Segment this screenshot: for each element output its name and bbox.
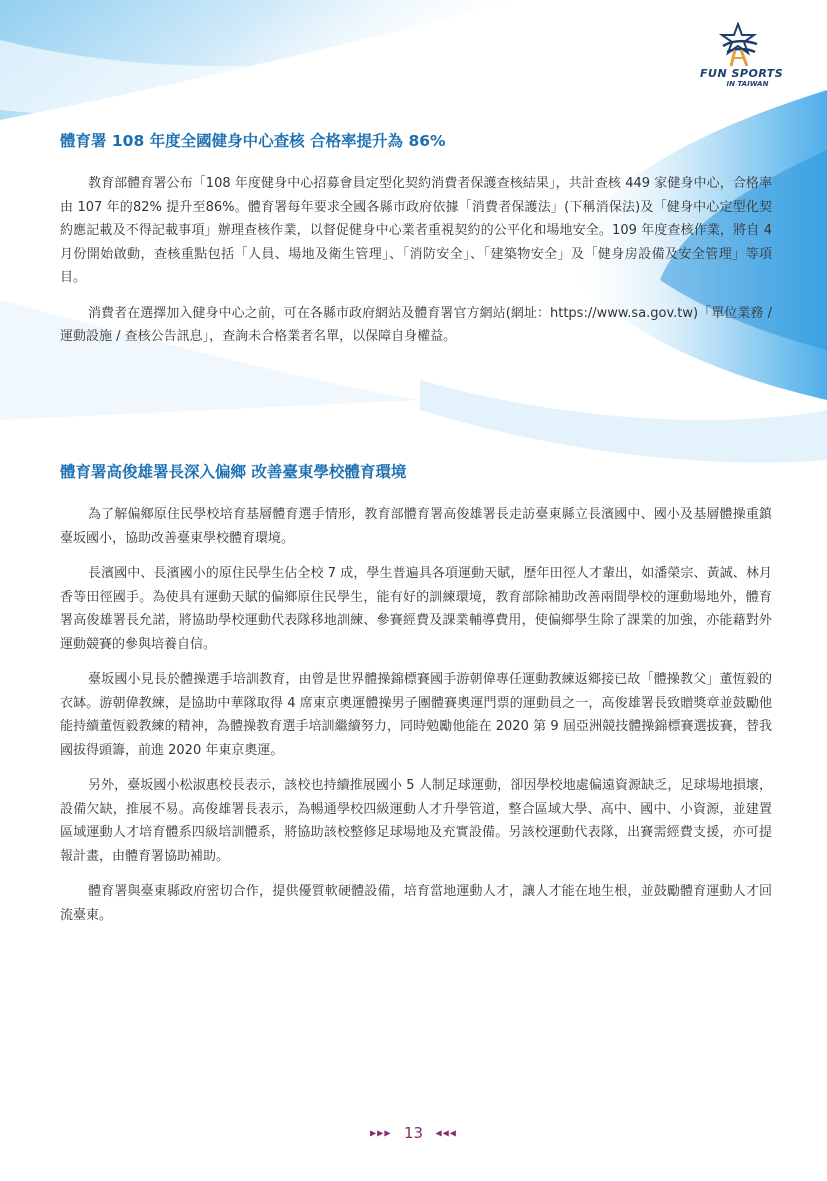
article-2-paragraph: 臺坂國小見長於體操選手培訓教育，由曾是世界體操錦標賽國手游朝偉專任運動教練返鄉接已故「體操教父」董恆毅的衣缽。游朝偉教練，是協助中華隊取得 4 席東京奧運體操男子團體賽奧運門票的運動員之一，高俊雄署長致贈獎章並鼓勵他能持續董恆毅教練的精神，為體操教育選手培訓繼續努力，同時勉勵他能在 2020 第 9 屆亞洲競技體操錦標賽選拔賽，替我國拔得頭籌，前進 2020 年東京奧運。 <box>60 672 772 758</box>
page-number: 13 <box>403 1124 424 1142</box>
fun-sports-logo <box>700 22 784 92</box>
runner-star-icon <box>713 22 763 68</box>
left-arrows-icon: ◀◀◀ <box>435 1128 457 1138</box>
article-2-paragraph: 體育署與臺東縣政府密切合作，提供優質軟硬體設備，培育當地運動人才，讓人才能在地生根，並鼓勵體育運動人才回流臺東。 <box>60 884 772 923</box>
logo-line1: FUN SPORTS <box>700 67 784 80</box>
article-1-paragraph: 教育部體育署公布「108 年度健身中心招募會員定型化契約消費者保護查核結果」，共計查核 449 家健身中心，合格率由 107 年的82% 提升至86%。體育署每年要求全國各縣市政府依據「消費者保護法」(下稱消保法)及「健身中心定型化契約應記載及不得記載事項」辦理查核作業，以督促健身中心業者重視契約的公平化和場地安全。109 年度查核作業，將自 4 月份開始啟動，查核重點包括「人員、場地及衛生管理」、「消防安全」、「建築物安全」及「健身房設備及安全管理」等項目。 <box>60 176 772 285</box>
article-2-paragraph: 長濱國中、長濱國小的原住民學生佔全校 7 成，學生普遍具各項運動天賦，歷年田徑人才輩出，如潘榮宗、黃誠、林月香等田徑國手。為使具有運動天賦的偏鄉原住民學生，能有好的訓練環境，教育部除補助改善兩間學校的運動場地外，體育署高俊雄署長允諾，將協助學校運動代表隊移地訓練、參賽經費及課業輔導費用，使偏鄉學生除了課業的加強，亦能藉對外運動競賽的參與培養自信。 <box>60 566 772 652</box>
article-2-title: 體育署高俊雄署長深入偏鄉 改善臺東學校體育環境 <box>60 463 407 481</box>
article-1-paragraph: 消費者在選擇加入健身中心之前，可在各縣市政府網站及體育署官方網站(網址：https://www.sa.gov.tw)「單位業務 / 運動設施 / 查核公告訊息」，查詢未合格業者名單，以保障自身權益。 <box>60 305 772 344</box>
logo-line2: IN TAIWAN <box>726 80 769 88</box>
article-2-paragraph: 另外，臺坂國小松淑惠校長表示，該校也持續推展國小 5 人制足球運動，卻因學校地處偏遠資源缺乏，足球場地損壞，設備欠缺，推展不易。高俊雄署長表示，為暢通學校四級運動人才升學管道，整合區域大學、高中、國中、小資源，並建置區域運動人才培育體系四級培訓體系，將協助該校整修足球場地及充實設備。另該校運動代表隊，出賽需經費支援，亦可提報計畫，由體育署協助補助。 <box>60 778 772 864</box>
article-1 <box>60 130 772 349</box>
article-2 <box>60 461 772 927</box>
article-2-paragraph: 為了解偏鄉原住民學校培育基層體育選手情形，教育部體育署高俊雄署長走訪臺東縣立長濱國中、國小及基層體操重鎮臺坂國小，協助改善臺東學校體育環境。 <box>60 507 772 546</box>
article-1-title: 體育署 108 年度全國健身中心查核 合格率提升為 86% <box>60 132 446 150</box>
page-footer <box>0 1124 827 1142</box>
right-arrows-icon: ▶▶▶ <box>370 1128 392 1138</box>
